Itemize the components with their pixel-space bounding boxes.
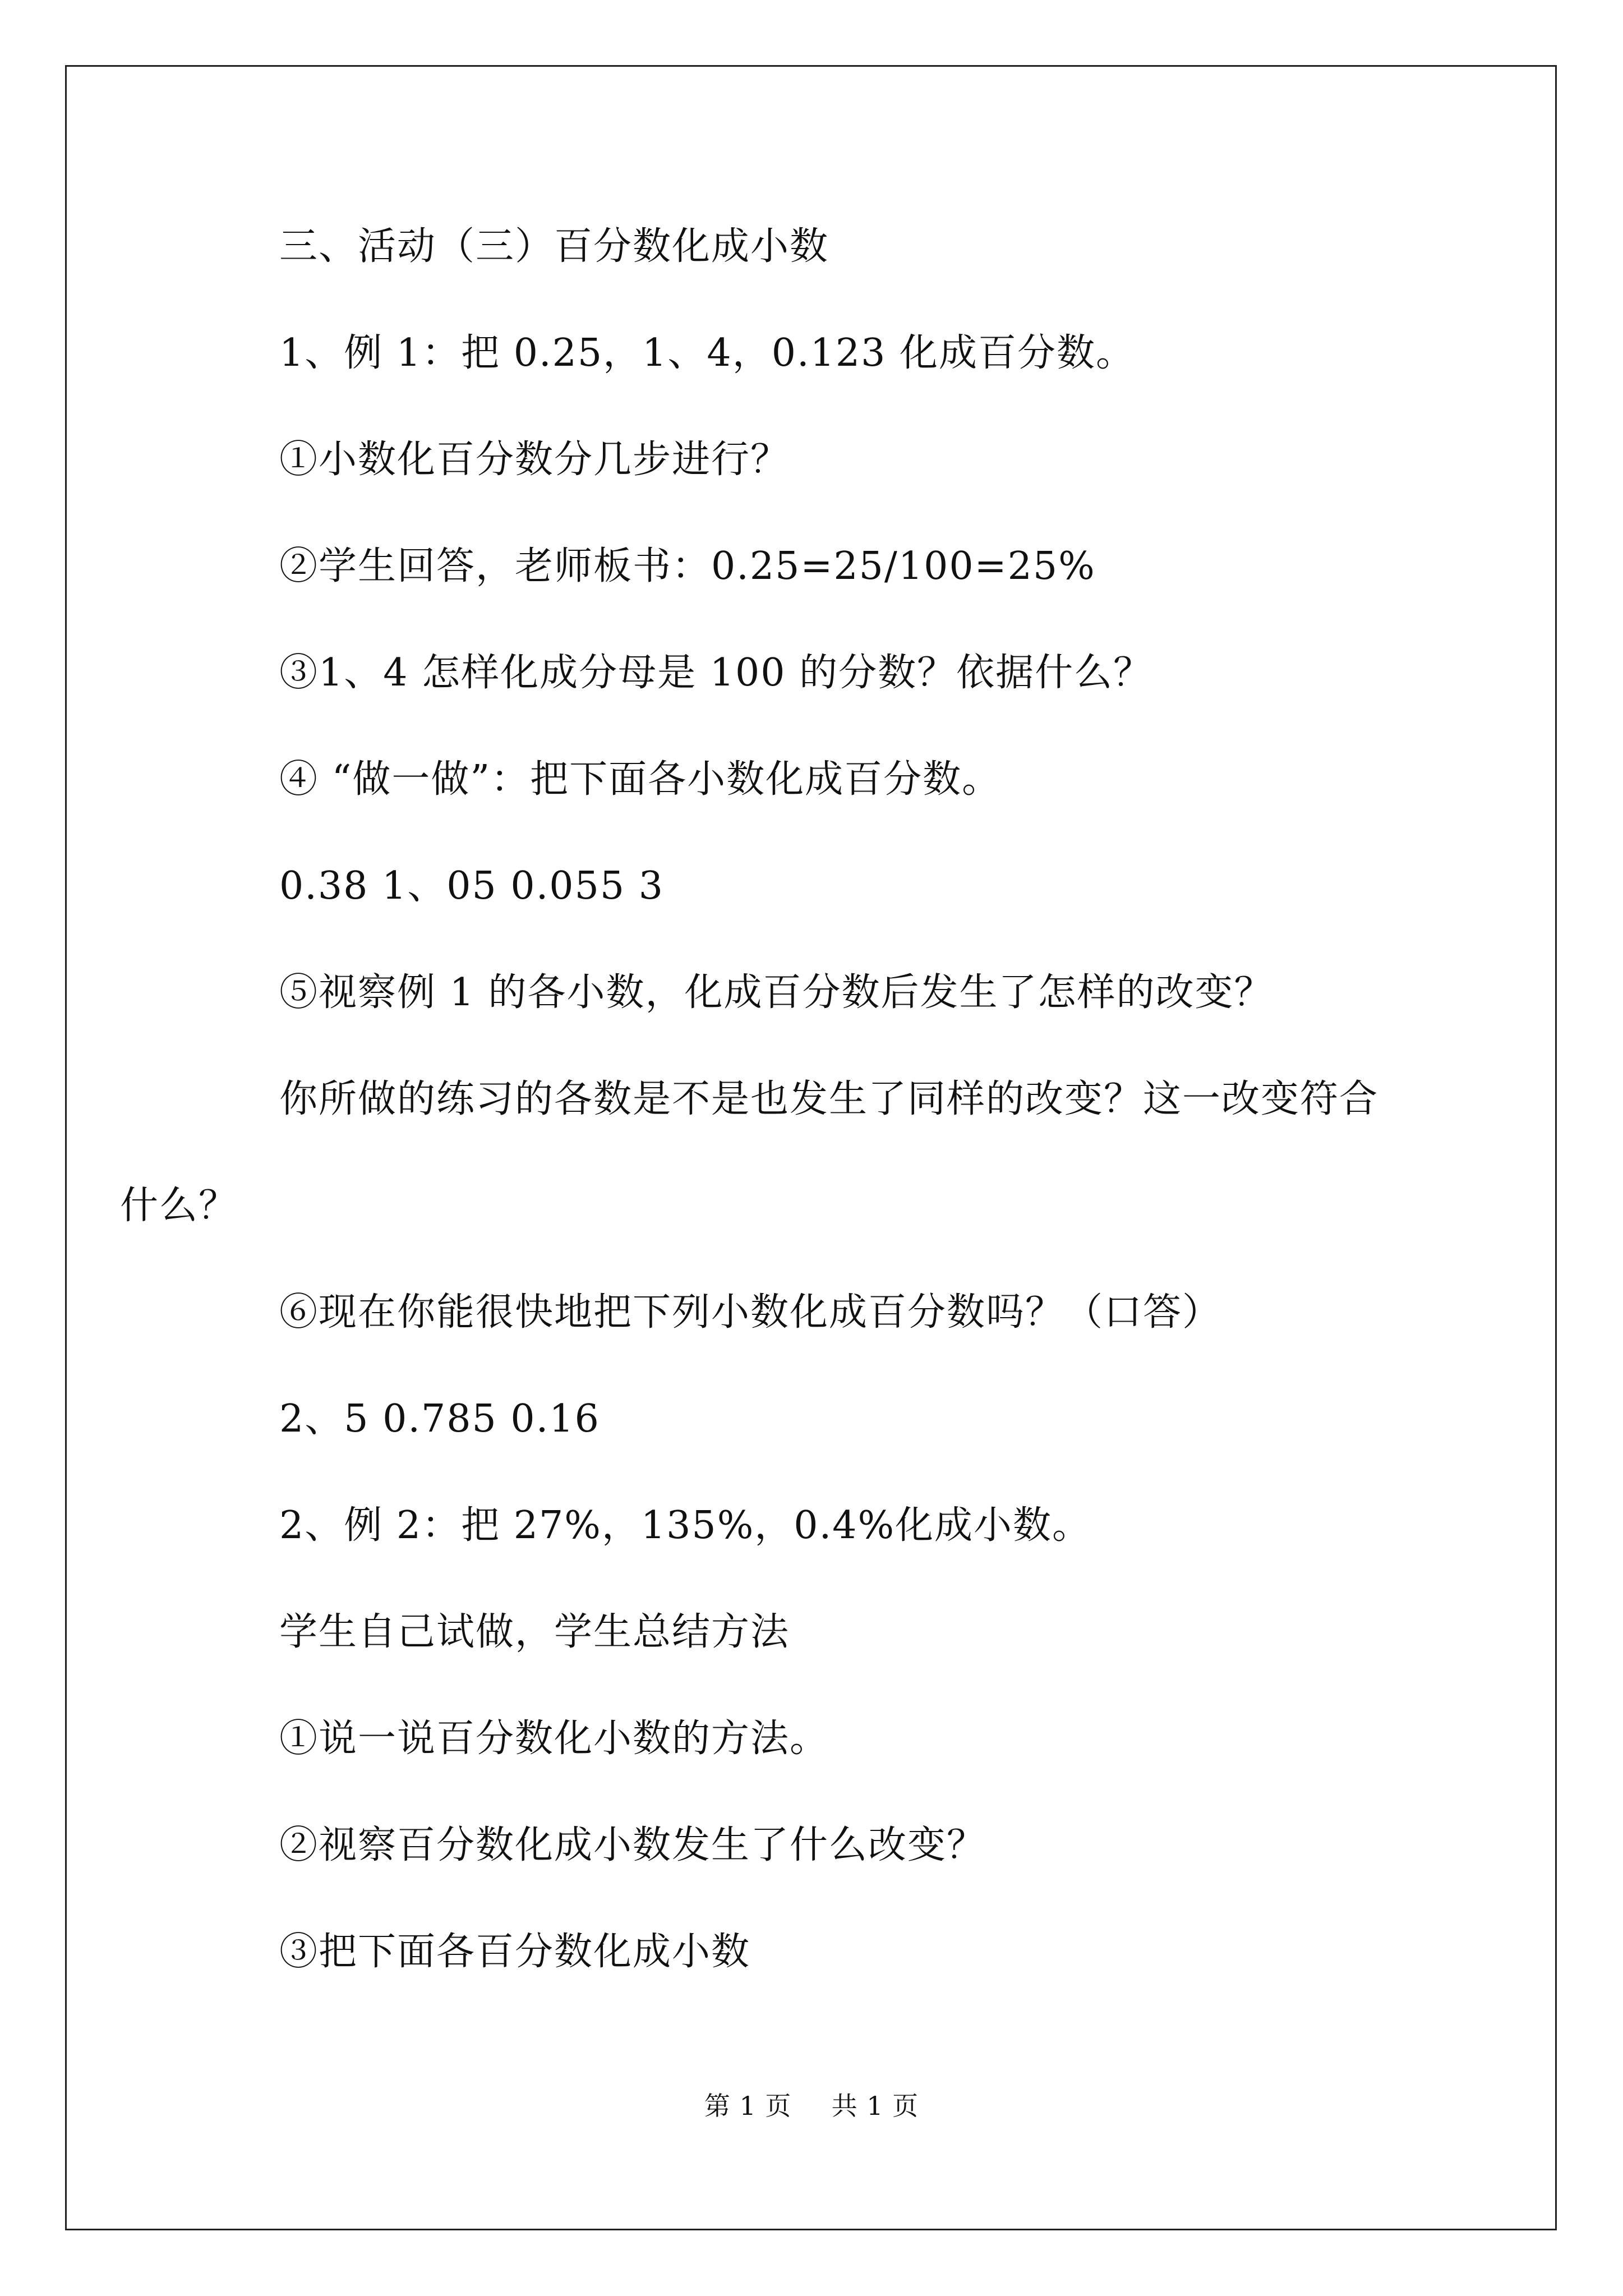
paragraph: ③把下面各百分数化成小数 <box>279 1930 751 1974</box>
paragraph-continuation <box>120 1179 1433 1233</box>
page-total: 共 1 页 <box>831 2091 919 2121</box>
paragraph: ⑤视察例 1 的各小数，化成百分数后发生了怎样的改变？ <box>279 970 1274 1015</box>
paragraph: 学生自己试做，学生总结方法 <box>279 1610 790 1654</box>
paragraph: ①小数化百分数分几步进行？ <box>279 438 790 482</box>
paragraph: ①说一说百分数化小数的方法。 <box>279 1717 829 1761</box>
paragraph: ③1、4 怎样化成分母是 100 的分数？依据什么？ <box>279 651 1153 695</box>
paragraph: 2、例 2：把 27%，135%，0.4%化成小数。 <box>279 1503 1092 1548</box>
document-body <box>120 220 1433 2032</box>
paragraph: ②视察百分数化成小数发生了什么改变？ <box>279 1823 986 1867</box>
paragraph: ⑥现在你能很快地把下列小数化成百分数吗？（口答） <box>279 1290 1222 1335</box>
paragraph: ④ “做一做”：把下面各小数化成百分数。 <box>279 757 1002 802</box>
paragraph-wrapped <box>200 1073 1433 1126</box>
paragraph-line-1: 你所做的练习的各数是不是也发生了同样的改变？这一改变符合 <box>279 1077 1379 1121</box>
paragraph: 1、例 1：把 0.25，1、4，0.123 化成百分数。 <box>279 331 1135 375</box>
paragraph: 0.38 1、05 0.055 3 <box>279 864 664 908</box>
paragraph: 2、5 0.785 0.16 <box>279 1397 600 1441</box>
page-footer <box>0 2089 1623 2123</box>
paragraph: ②学生回答，老师板书：0.25=25/100=25% <box>279 544 1096 588</box>
page-number: 第 1 页 <box>704 2091 792 2121</box>
paragraph-line-2: 什么？ <box>120 1184 238 1228</box>
section-heading: 三、活动（三）百分数化成小数 <box>279 224 829 269</box>
